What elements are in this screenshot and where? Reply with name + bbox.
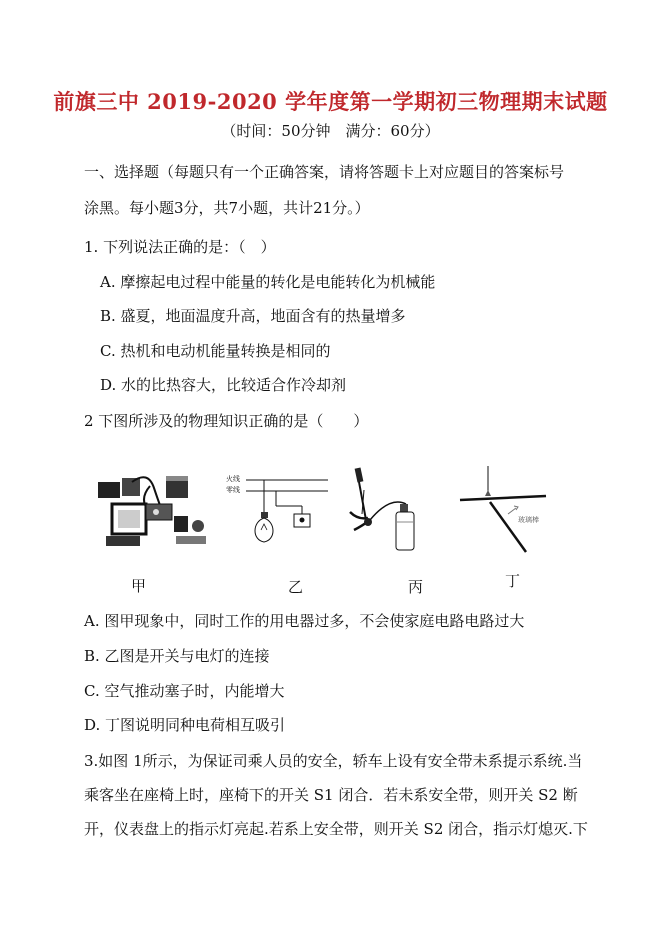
question-2-option-d: D. 丁图说明同种电荷相互吸引: [84, 716, 286, 734]
question-2-option-a: A. 图甲现象中，同时工作的用电器过多，不会使家庭电路电路过大: [84, 612, 525, 630]
figure-bing-air-pushes-stopper: [340, 460, 425, 554]
question-2-option-b: B. 乙图是开关与电灯的连接: [84, 647, 270, 665]
figure-label-ding: 丁: [505, 572, 521, 590]
live-wire-label: 火线: [226, 476, 240, 483]
section-heading-line-1: 一、选择题（每题只有一个正确答案，请将答题卡上对应题目的答案标号: [84, 163, 565, 181]
question-3-line-3: 开，仪表盘上的指示灯亮起.若系上安全带，则开关 S2 闭合，指示灯熄灭.下: [84, 820, 588, 838]
figure-label-bing: 丙: [408, 578, 424, 596]
question-1-option-d: D. 水的比热容大，比较适合作冷却剂: [100, 376, 347, 394]
question-1-option-c: C. 热机和电动机能量转换是相同的: [100, 342, 331, 360]
question-2-option-c: C. 空气推动塞子时，内能增大: [84, 682, 285, 700]
section-heading-line-2: 涂黑。每小题3分，共7小题，共计21分。）: [84, 199, 370, 217]
question-1-stem: 1. 下列说法正确的是：（ ）: [84, 238, 276, 256]
figure-jia-overloaded-outlet: [92, 460, 212, 552]
figure-ding-charged-rods: [452, 460, 570, 554]
figure-label-yi: 乙: [288, 578, 304, 596]
question-1-option-b: B. 盛夏，地面温度升高，地面含有的热量增多: [100, 307, 406, 325]
question-3-line-1: 3.如图 1所示，为保证司乘人员的安全，轿车上设有安全带未系提示系统.当: [84, 752, 583, 770]
question-3-line-2: 乘客坐在座椅上时，座椅下的开关 S1 闭合．若未系安全带，则开关 S2 断: [84, 786, 578, 804]
page-title: 前旗三中 2019-2020 学年度第一学期初三物理期末试题: [53, 89, 608, 114]
figure-yi-switch-lamp-circuit: [222, 460, 332, 552]
figure-label-jia: 甲: [131, 577, 147, 595]
question-1-option-a: A. 摩擦起电过程中能量的转化是电能转化为机械能: [100, 273, 436, 291]
question-2-stem: 2 下图所涉及的物理知识正确的是（ ）: [84, 412, 369, 430]
neutral-wire-label: 零线: [226, 487, 240, 494]
exam-time-info: （时间：50分钟 满分：60分）: [221, 122, 440, 140]
glass-rod-label: 玻璃棒: [518, 517, 539, 524]
